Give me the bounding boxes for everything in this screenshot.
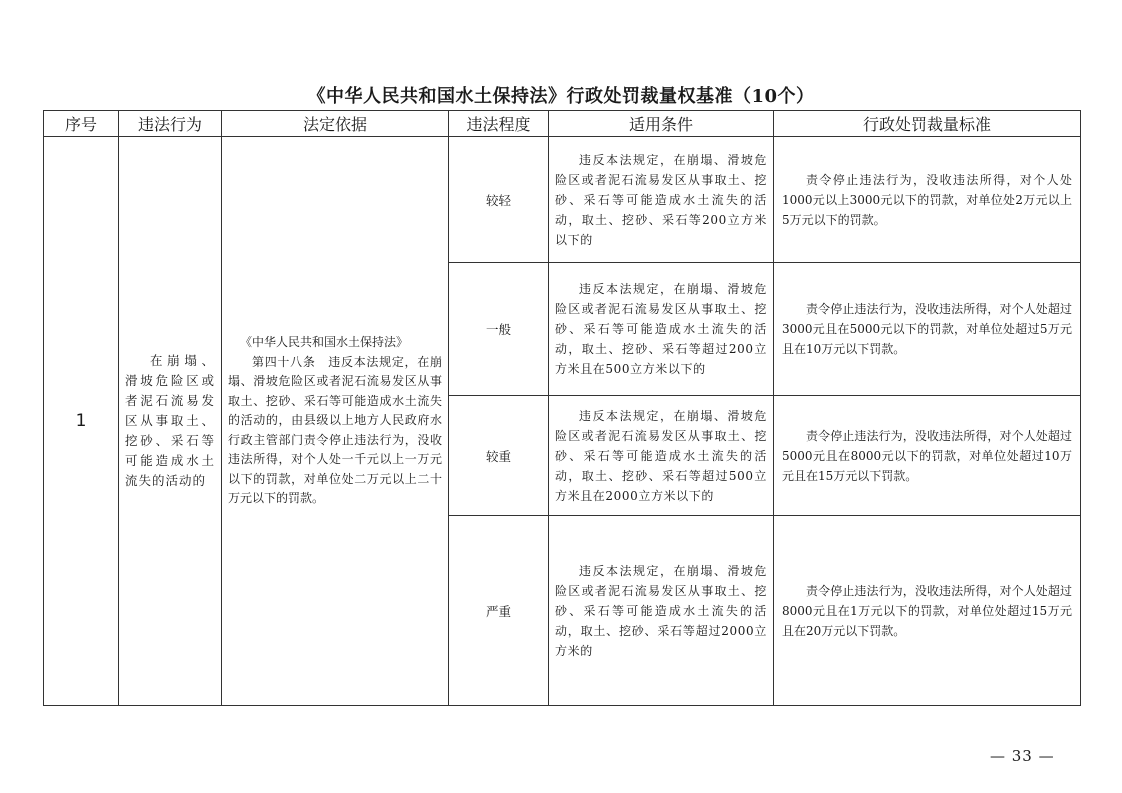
header-penalty-standard: 行政处罚裁量标准	[774, 111, 1081, 137]
degree-cell: 严重	[449, 516, 549, 706]
serial-number-cell: 1	[44, 137, 119, 706]
legal-basis-law-name: 《中华人民共和国水土保持法》	[240, 335, 409, 350]
condition-cell: 违反本法规定，在崩塌、滑坡危险区或者泥石流易发区从事取土、挖砂、采石等可能造成水土流失的活动，取土、挖砂、采石等超过500立方米且在2000立方米以下的	[549, 396, 774, 516]
header-applicable-conditions: 适用条件	[549, 111, 774, 137]
degree-cell: 较轻	[449, 137, 549, 263]
standard-cell: 责令停止违法行为，没收违法所得，对个人处超过8000元且在1万元以下的罚款，对单位处超过15万元且在20万元以下罚款。	[774, 516, 1081, 706]
condition-cell: 违反本法规定，在崩塌、滑坡危险区或者泥石流易发区从事取土、挖砂、采石等可能造成水土流失的活动，取土、挖砂、采石等超过2000立方米的	[549, 516, 774, 706]
header-legal-basis: 法定依据	[222, 111, 449, 137]
header-violation: 违法行为	[119, 111, 222, 137]
table-row	[44, 137, 1081, 263]
degree-cell: 一般	[449, 263, 549, 396]
degree-cell: 较重	[449, 396, 549, 516]
violation-cell: 在崩塌、滑坡危险区或者泥石流易发区从事取土、挖砂、采石等可能造成水土流失的活动的	[119, 137, 222, 706]
condition-cell: 违反本法规定，在崩塌、滑坡危险区或者泥石流易发区从事取土、挖砂、采石等可能造成水土流失的活动，取土、挖砂、采石等200立方米以下的	[549, 137, 774, 263]
table-header-row	[44, 111, 1081, 137]
standard-cell: 责令停止违法行为，没收违法所得，对个人处1000元以上3000元以下的罚款，对单位处2万元以上5万元以下的罚款。	[774, 137, 1081, 263]
header-serial-number: 序号	[44, 111, 119, 137]
document-title: 《中华人民共和国水土保持法》行政处罚裁量权基准（10个）	[307, 86, 815, 107]
header-violation-degree: 违法程度	[449, 111, 549, 137]
page-number: — 33 —	[990, 747, 1055, 765]
condition-cell: 违反本法规定，在崩塌、滑坡危险区或者泥石流易发区从事取土、挖砂、采石等可能造成水土流失的活动，取土、挖砂、采石等超过200立方米且在500立方米以下的	[549, 263, 774, 396]
penalty-standards-table	[43, 110, 1081, 706]
legal-basis-cell	[222, 137, 449, 706]
standard-cell: 责令停止违法行为，没收违法所得，对个人处超过5000元且在8000元以下的罚款，对单位处超过10万元且在15万元以下罚款。	[774, 396, 1081, 516]
standard-cell: 责令停止违法行为，没收违法所得，对个人处超过3000元且在5000元以下的罚款，对单位处超过5万元且在10万元以下罚款。	[774, 263, 1081, 396]
legal-basis-article: 第四十八条 违反本法规定，在崩塌、滑坡危险区或者泥石流易发区从事取土、挖砂、采石等可能造成水土流失的活动的，由县级以上地方人民政府水行政主管部门责令停止违法行为，没收违法所得，对个人处一千元以上一万元以下的罚款，对单位处二万元以上二十万元以下的罚款。	[228, 354, 442, 506]
